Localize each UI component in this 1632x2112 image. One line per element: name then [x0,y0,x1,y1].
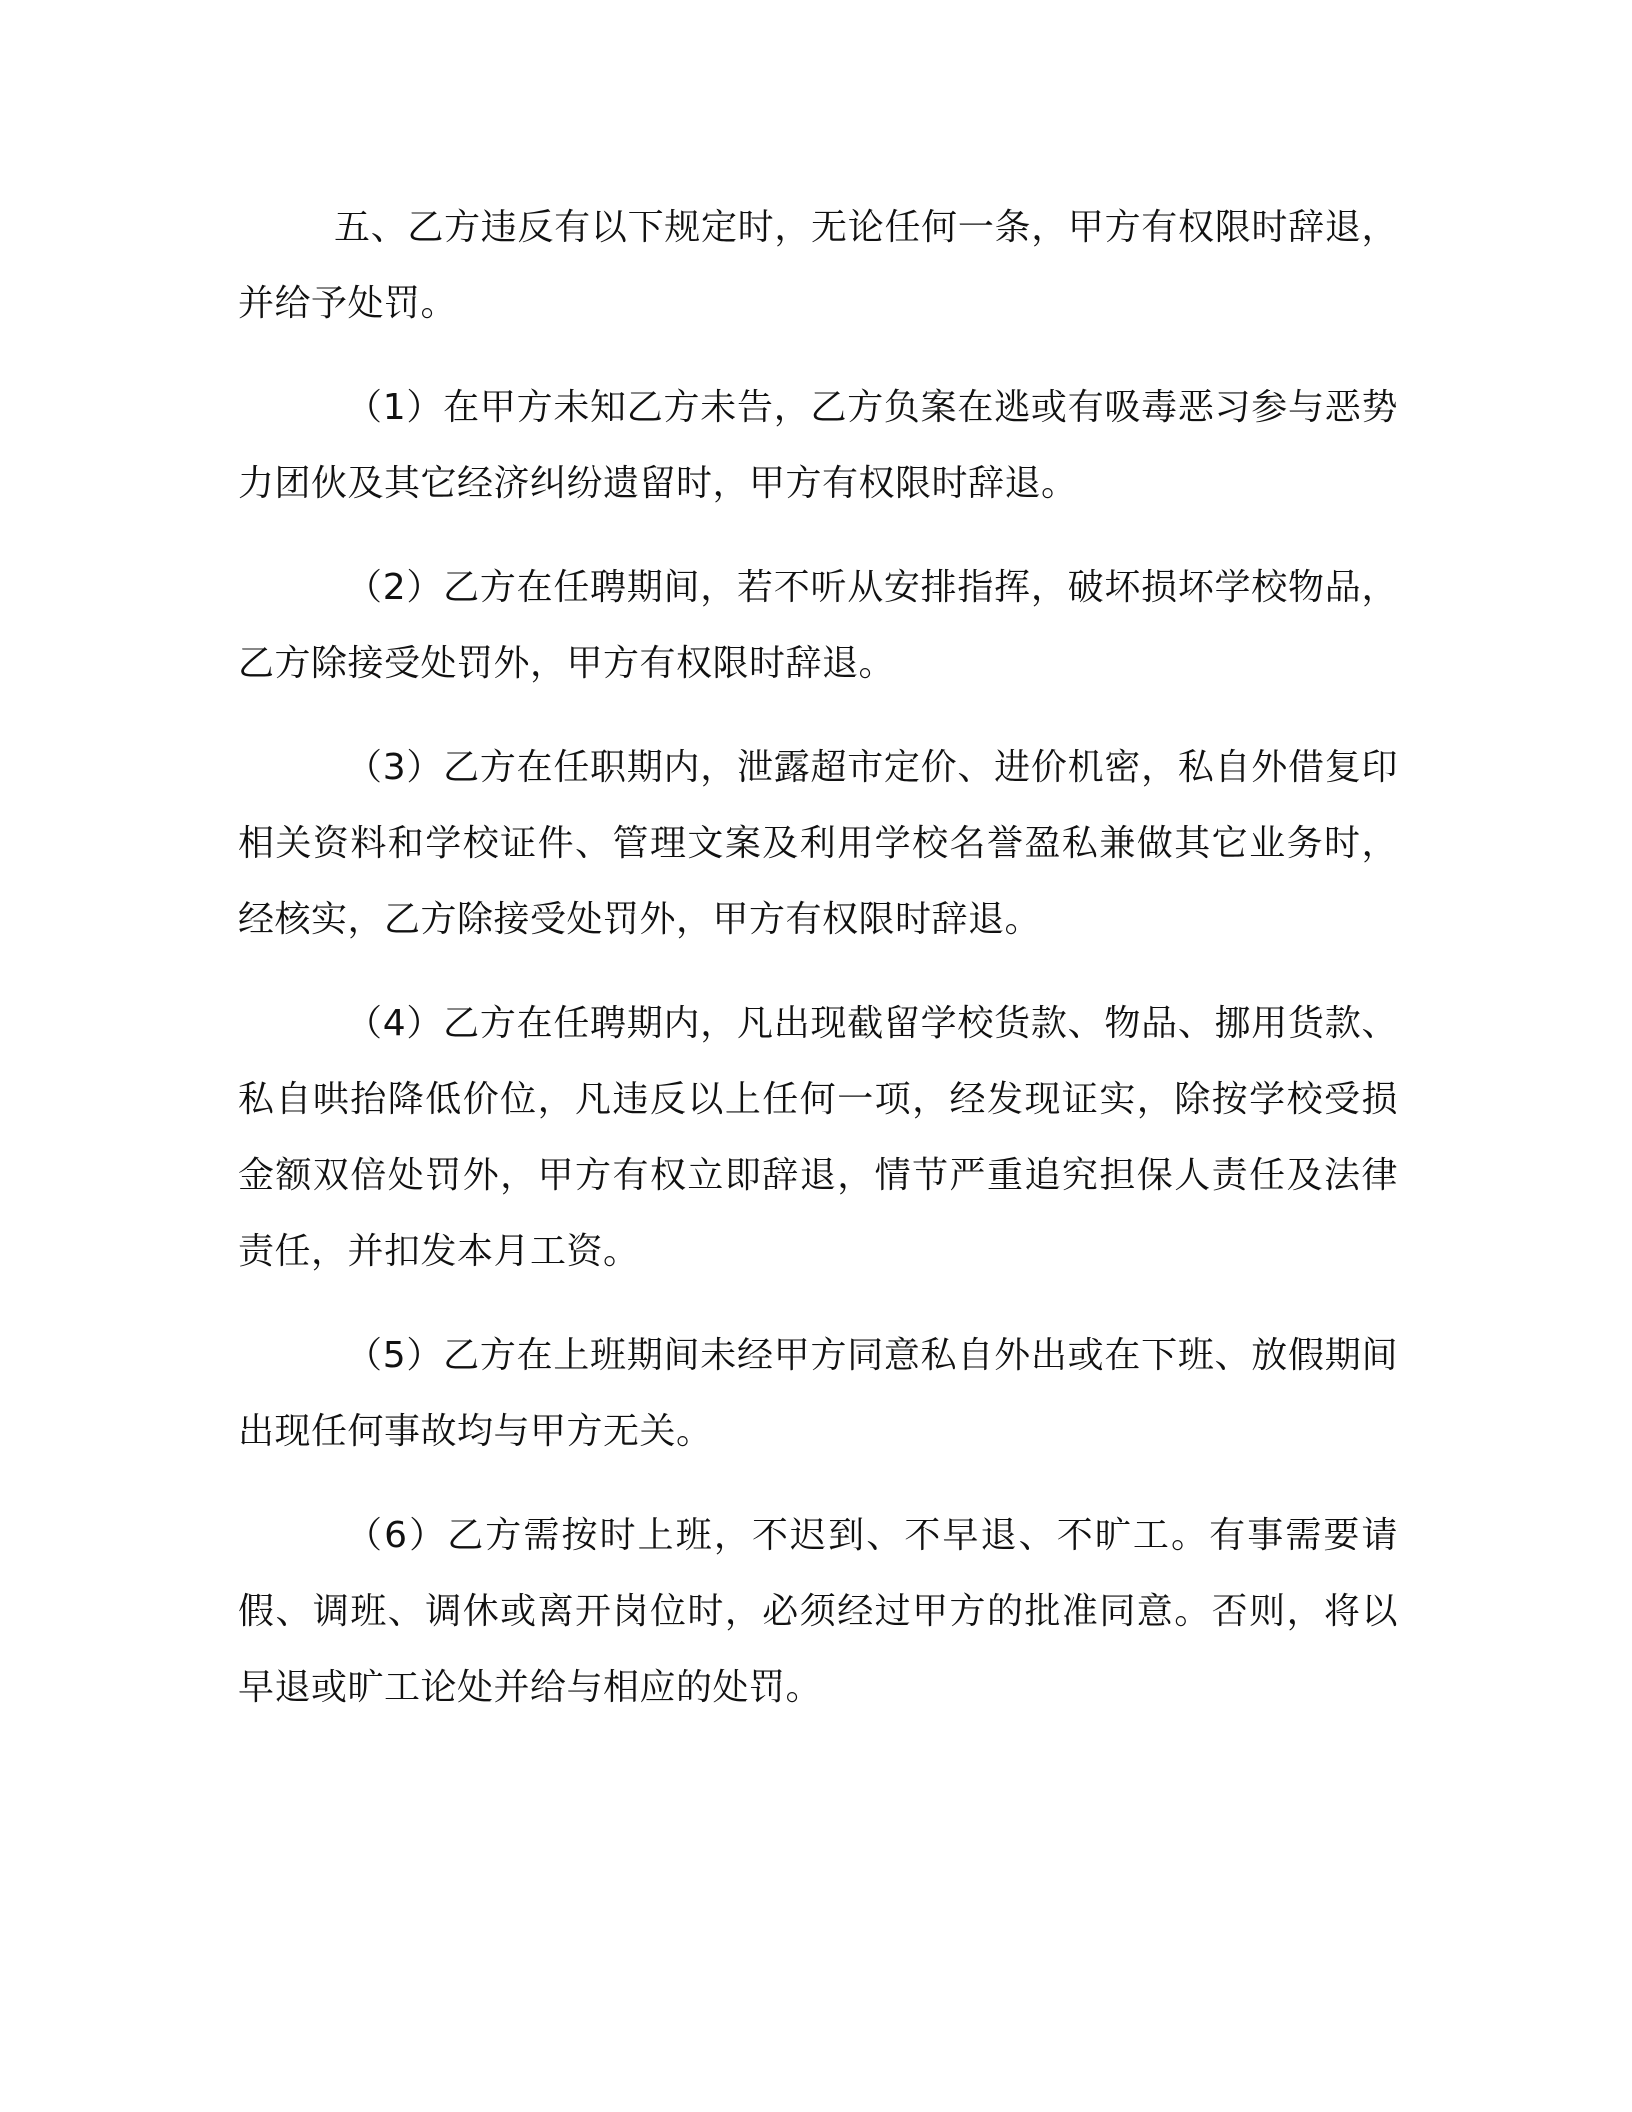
clause-6: （6）乙方需按时上班，不迟到、不早退、不旷工。有事需要请假、调班、调休或离开岗位时，必须经过甲方的批准同意。否则，将以早退或旷工论处并给与相应的处罚。 [238,1515,1398,1708]
clause-3: （3）乙方在任职期内，泄露超市定价、进价机密，私自外借复印相关资料和学校证件、管理文案及利用学校名誉盈私兼做其它业务时，经核实，乙方除接受处罚外，甲方有权限时辞退。 [238,747,1398,940]
clause-4: （4）乙方在任聘期内，凡出现截留学校货款、物品、挪用货款、私自哄抬降低价位，凡违反以上任何一项，经发现证实，除按学校受损金额双倍处罚外，甲方有权立即辞退，情节严重追究担保人责任及法律责任，并扣发本月工资。 [238,1003,1398,1272]
clause-2: （2）乙方在任聘期间，若不听从安排指挥，破坏损坏学校物品，乙方除接受处罚外，甲方有权限时辞退。 [238,567,1398,684]
document-page [238,190,1398,1754]
section-five-intro: 五、乙方违反有以下规定时，无论任何一条，甲方有权限时辞退，并给予处罚。 [238,207,1398,324]
clause-5: （5）乙方在上班期间未经甲方同意私自外出或在下班、放假期间出现任何事故均与甲方无关。 [238,1335,1398,1452]
clause-1: （1）在甲方未知乙方未告，乙方负案在逃或有吸毒恶习参与恶势力团伙及其它经济纠纷遗留时，甲方有权限时辞退。 [238,387,1398,504]
